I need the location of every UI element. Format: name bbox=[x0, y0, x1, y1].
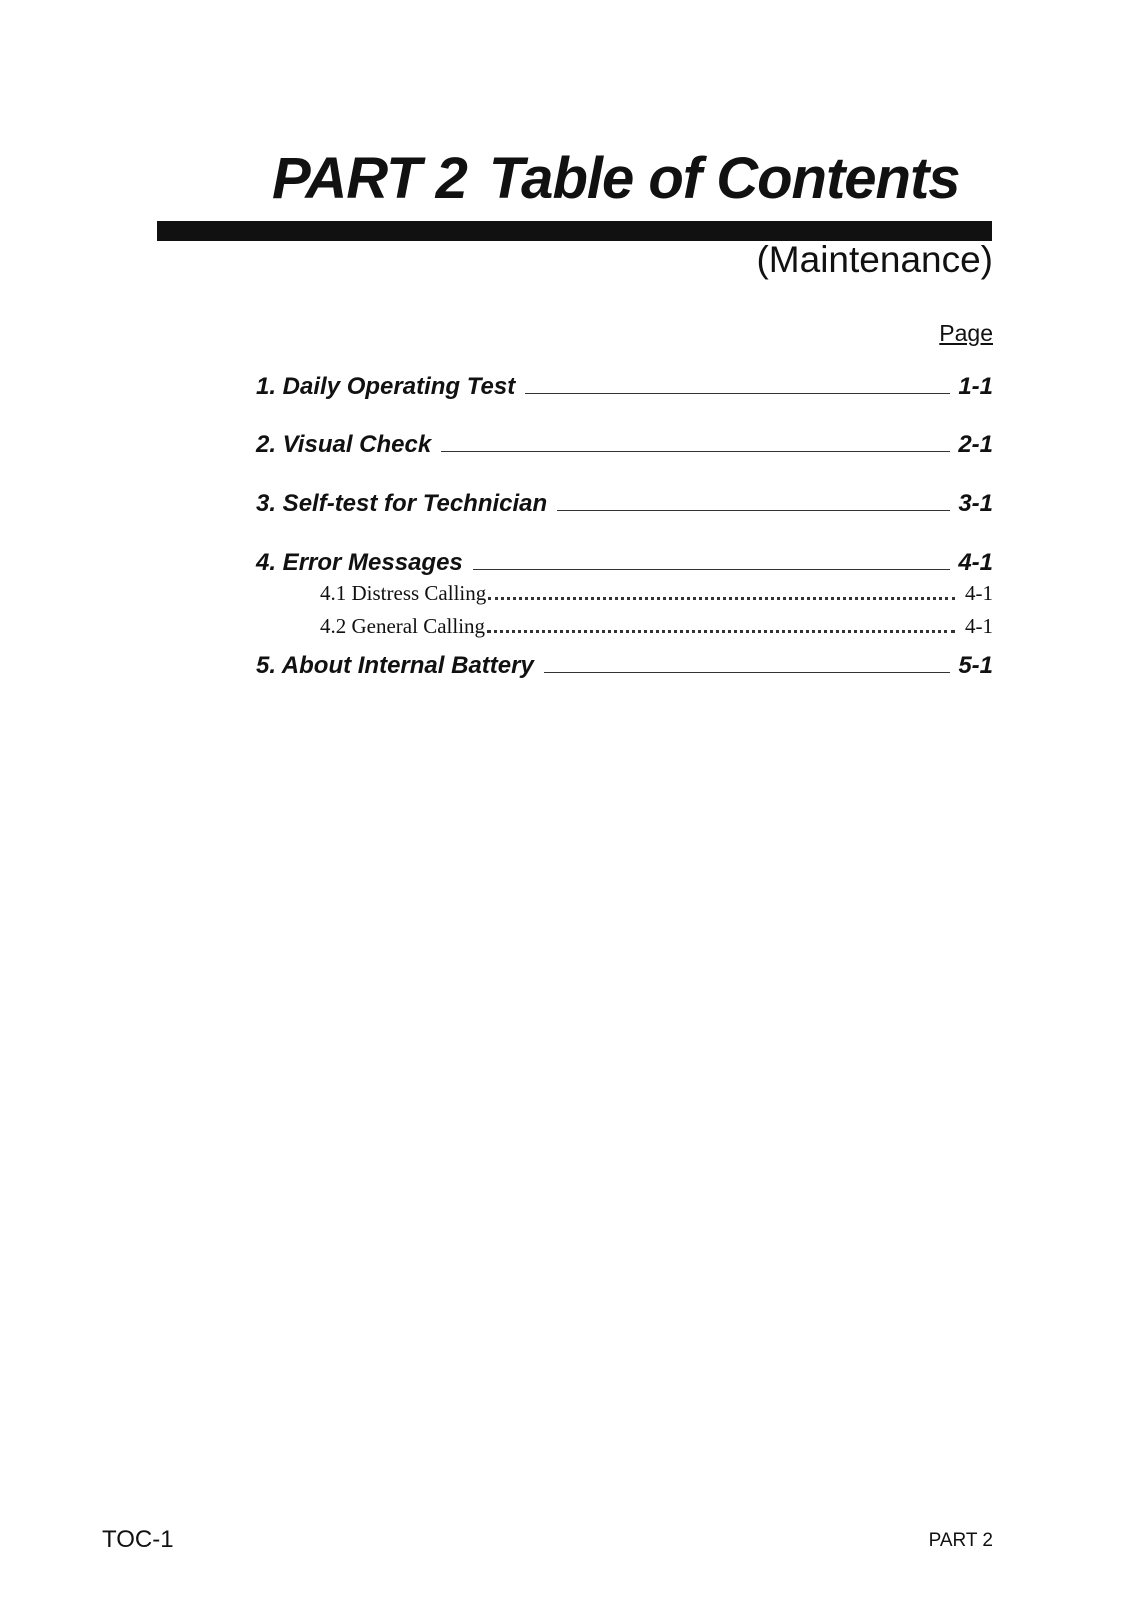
leader-line bbox=[525, 393, 950, 394]
footer-part-label: PART 2 bbox=[928, 1530, 993, 1551]
leader-line bbox=[473, 569, 951, 570]
toc-subentry-general-calling[interactable] bbox=[320, 614, 993, 639]
leader-line bbox=[557, 510, 950, 511]
toc-entry-visual-check[interactable] bbox=[256, 431, 993, 459]
toc-entry-internal-battery[interactable] bbox=[256, 652, 993, 680]
title-rule bbox=[157, 221, 992, 241]
toc-entry-daily-operating-test[interactable] bbox=[256, 373, 993, 401]
toc-subentry-distress-calling[interactable] bbox=[320, 581, 993, 606]
dot-leader bbox=[487, 630, 955, 633]
toc-entry-label: 2. Visual Check bbox=[256, 431, 432, 458]
toc-entry-label: 5. About Internal Battery bbox=[256, 652, 534, 679]
toc-entry-page: 4-1 bbox=[958, 549, 993, 576]
toc-entry-error-messages[interactable] bbox=[256, 549, 993, 577]
toc-entry-label: 1. Daily Operating Test bbox=[256, 373, 516, 400]
toc-subentry-label: 4.2 General Calling bbox=[320, 614, 486, 638]
toc-entry-page: 3-1 bbox=[958, 490, 993, 517]
leader-line bbox=[544, 672, 950, 673]
title-main: Table of Contents bbox=[488, 146, 960, 211]
toc-entry-page: 1-1 bbox=[958, 373, 993, 400]
page-column-label: Page bbox=[939, 320, 993, 346]
leader-line bbox=[441, 451, 950, 452]
toc-entry-self-test[interactable] bbox=[256, 490, 993, 518]
toc-entry-label: 4. Error Messages bbox=[256, 549, 463, 576]
page-title bbox=[272, 146, 960, 211]
toc-entry-page: 2-1 bbox=[958, 431, 993, 458]
title-part: PART 2 bbox=[272, 146, 467, 211]
toc-entry-page: 5-1 bbox=[958, 652, 993, 679]
page-subtitle: (Maintenance) bbox=[756, 239, 993, 280]
toc-subentry-page: 4-1 bbox=[965, 614, 993, 638]
toc-entry-label: 3. Self-test for Technician bbox=[256, 490, 548, 517]
dot-leader bbox=[488, 597, 955, 600]
footer-page-number: TOC-1 bbox=[102, 1526, 174, 1553]
toc-subentry-page: 4-1 bbox=[965, 581, 993, 605]
toc-subentry-label: 4.1 Distress Calling bbox=[320, 581, 487, 605]
